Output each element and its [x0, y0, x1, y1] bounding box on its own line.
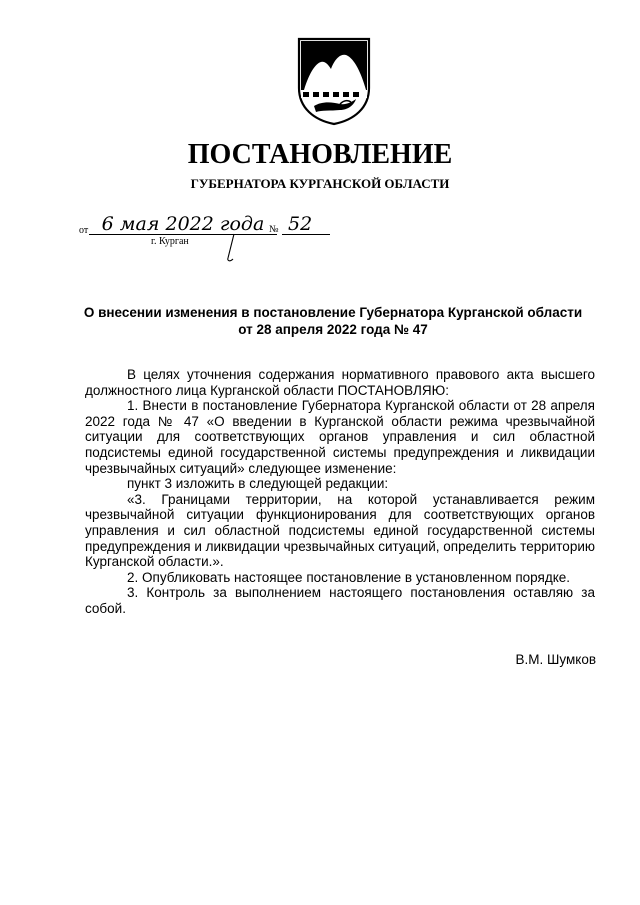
document-subtitle: ГУБЕРНАТОРА КУРГАНСКОЙ ОБЛАСТИ — [190, 176, 450, 191]
decree-title — [68, 304, 598, 338]
handwritten-date: 6 мая 2022 года — [89, 214, 277, 235]
decree-title-line1: О внесении изменения в постановление Губернатора Курганской области — [83, 305, 583, 320]
paragraph-item-1: 1. Внести в постановление Губернатора Курганской области от 28 апреля 2022 года № 47 «О введении в Курганской области режима чрезвычайной ситуации для соответствующих органов управления и сил областной подсистемы единой государственной системы предупреждения и ликвидации чрезвычайных ситуаций» следующее изменение: — [85, 398, 595, 476]
coat-of-arms-icon — [296, 36, 372, 126]
decree-body — [85, 367, 595, 617]
paragraph-preamble: В целях уточнения содержания нормативного правового акта высшего должностного лица Курганской области ПОСТАНОВЛЯЮ: — [85, 367, 595, 398]
document-title: ПОСТАНОВЛЕНИЕ — [187, 139, 453, 170]
paragraph-item-3: 3. Контроль за выполнением настоящего постановления оставляю за собой. — [85, 585, 595, 616]
number-label: № — [269, 224, 279, 235]
paragraph-amendment-intro: пункт 3 изложить в следующей редакции: — [127, 476, 389, 492]
paragraph-amendment-text: «3. Границами территории, на которой устанавливается режим чрезвычайной ситуации функционирования для соответствующих органов управления и сил областной подсистемы единой государственной системы предупреждения и ликвидации чрезвычайных ситуаций, определить территорию Курганской области.». — [85, 491, 595, 570]
paragraph-item-2: 2. Опубликовать настоящее постановление в установленном порядке. — [127, 569, 571, 585]
city-label: г. Курган — [151, 236, 189, 247]
signatory-name: В.М. Шумков — [515, 652, 596, 667]
dateline — [79, 214, 379, 264]
date-label: от — [79, 225, 89, 236]
decree-title-line2: от 28 апреля 2022 года № 47 — [238, 322, 428, 337]
handwritten-number: 52 — [282, 214, 330, 235]
handwriting-stroke-icon — [224, 232, 244, 264]
